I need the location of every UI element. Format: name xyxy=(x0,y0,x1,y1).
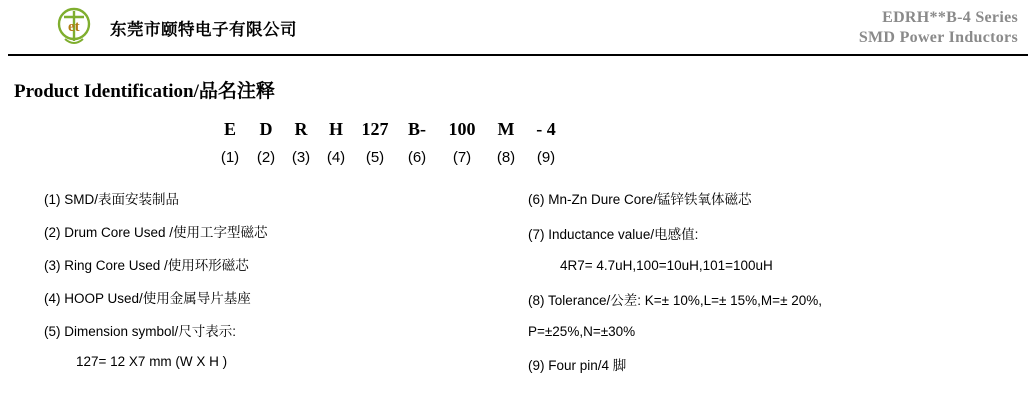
legend-column-left xyxy=(0,192,520,393)
pn-marker: (6) xyxy=(407,149,427,166)
series-line-2: SMD Power Inductors xyxy=(858,29,1018,46)
header-divider xyxy=(8,54,1028,56)
legend-item-text: (5) Dimension symbol/尺寸表示: xyxy=(44,323,237,339)
pn-code: 127 xyxy=(361,119,389,139)
legend-column-right xyxy=(520,192,1036,393)
legend-item xyxy=(528,293,1036,341)
pn-marker: (5) xyxy=(365,149,385,166)
company-name: 东莞市颐特电子有限公司 xyxy=(110,21,297,39)
part-number-breakdown xyxy=(0,119,1036,166)
page-title: Product Identification/品名注释 xyxy=(14,81,275,102)
legend-item-sub: 127= 12 X7 mm (W X H ) xyxy=(76,354,228,370)
pn-code: E xyxy=(223,119,236,139)
pn-code: 100 xyxy=(448,119,476,139)
legend-item xyxy=(44,324,520,372)
pn-code: B- xyxy=(408,119,426,139)
pn-marker: (7) xyxy=(452,149,472,166)
legend-item: (3) Ring Core Used /使用环形磁芯 xyxy=(44,257,249,273)
series-line-1: EDRH**B-4 Series xyxy=(882,9,1018,26)
pn-code: D xyxy=(259,119,273,139)
legend-section xyxy=(0,192,1036,393)
pn-marker: (1) xyxy=(220,149,240,166)
legend-item: (6) Mn-Zn Dure Core/锰锌铁氧体磁芯 xyxy=(528,192,752,207)
part-number-codes xyxy=(212,119,1036,140)
pn-code: R xyxy=(294,119,308,139)
legend-item: (2) Drum Core Used /使用工字型磁芯 xyxy=(44,224,268,240)
pn-marker: (2) xyxy=(256,149,276,166)
pn-code: H xyxy=(328,119,343,139)
pn-marker: (4) xyxy=(326,149,346,166)
legend-item: (9) Four pin/4 脚 xyxy=(528,358,627,374)
pn-code: M xyxy=(497,119,515,139)
page-header xyxy=(0,0,1036,56)
legend-item-continuation: P=±25%,N=±30% xyxy=(528,323,636,339)
legend-item-text: (7) Inductance value/电感值: xyxy=(528,226,699,242)
legend-item: (4) HOOP Used/使用金属导片基座 xyxy=(44,290,251,306)
pn-marker: (9) xyxy=(536,149,556,166)
part-number-markers xyxy=(212,149,1036,166)
series-title xyxy=(859,8,1026,48)
legend-item xyxy=(528,227,1036,275)
et-logo-icon xyxy=(48,5,100,51)
legend-item: (1) SMD/表面安装制品 xyxy=(44,192,179,207)
pn-marker: (8) xyxy=(496,149,516,166)
legend-item-text: (8) Tolerance/公差: K=± 10%,L=± 15%,M=± 20%, xyxy=(528,292,822,308)
pn-code: - 4 xyxy=(536,119,556,139)
pn-marker: (3) xyxy=(291,149,311,166)
brand-block xyxy=(10,5,297,51)
legend-item-sub: 4R7= 4.7uH,100=10uH,101=100uH xyxy=(560,257,773,273)
svg-text:et: et xyxy=(68,19,80,35)
